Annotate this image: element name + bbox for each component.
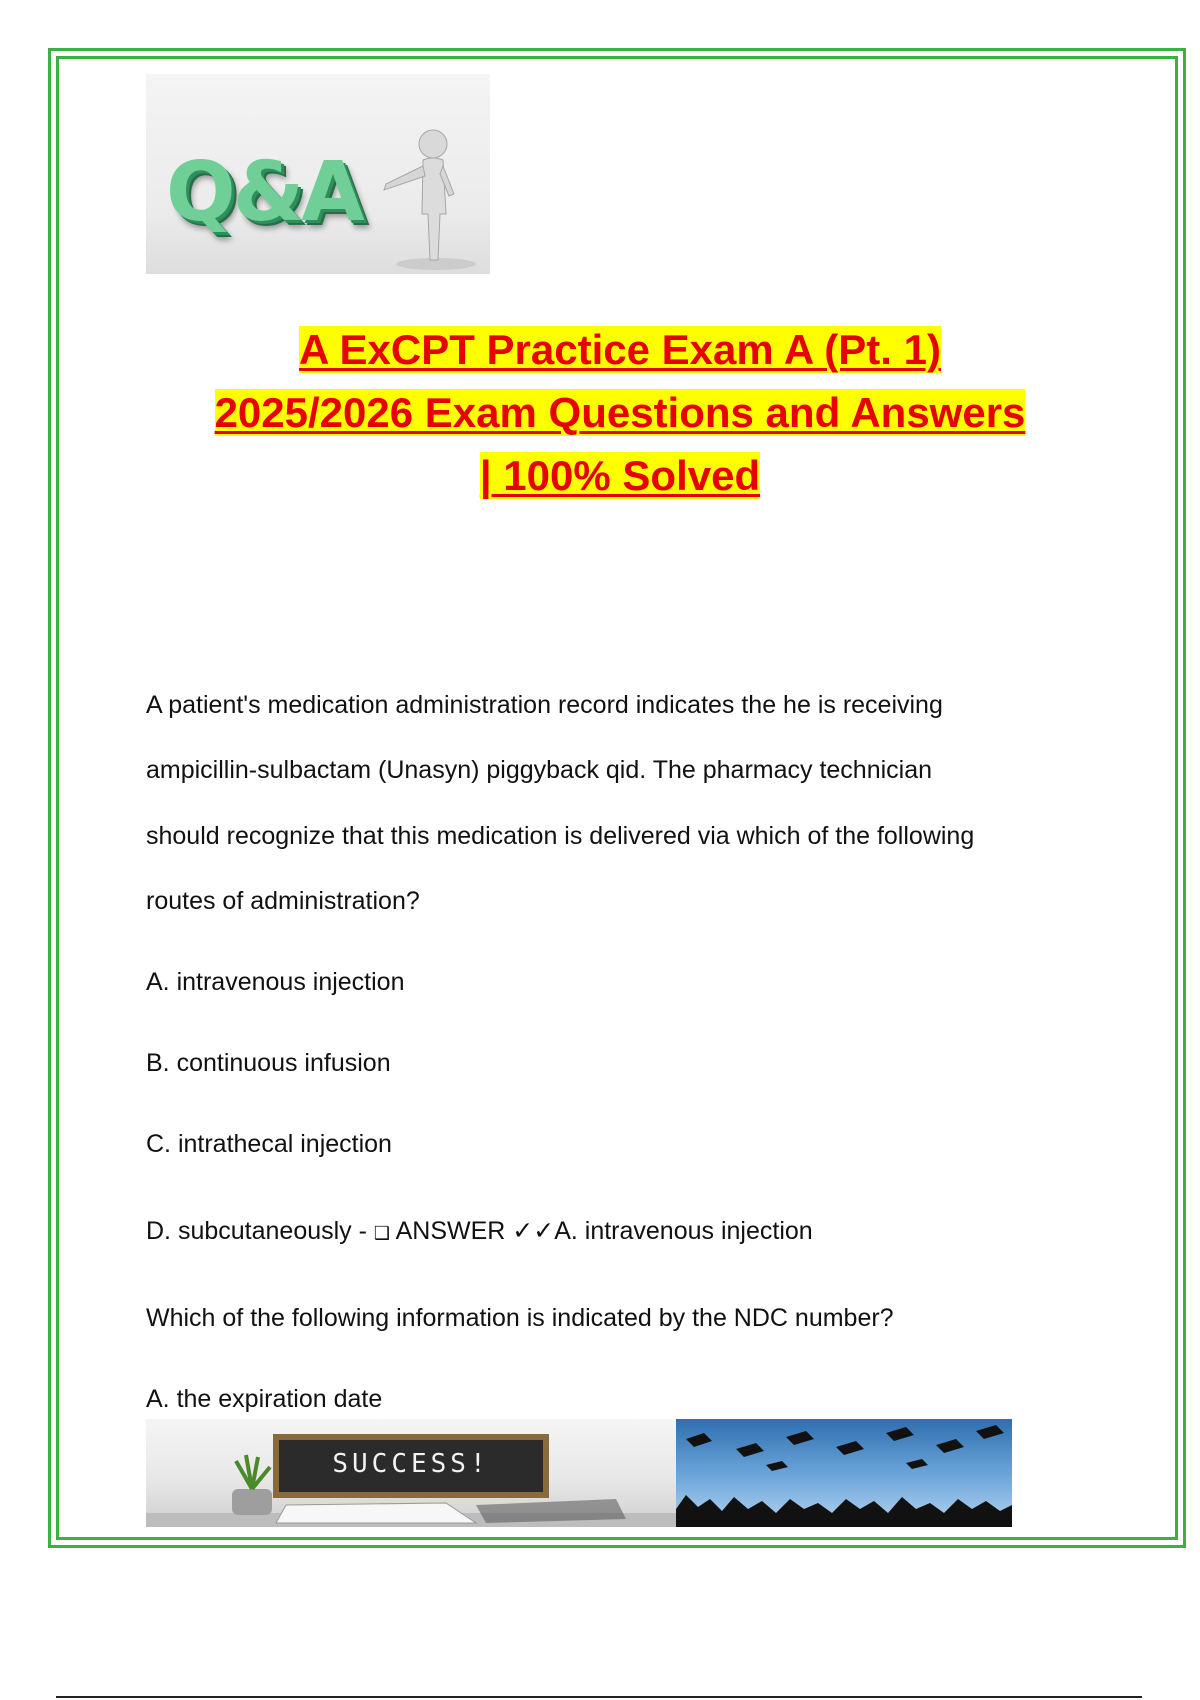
success-sign-text: SUCCESS! (332, 1449, 490, 1479)
answer-text: A. intravenous injection (554, 1217, 813, 1245)
question-1-option-b: B. continuous infusion (146, 1049, 391, 1077)
question-1-line-3: should recognize that this medication is delivered via which of the following (146, 822, 975, 850)
person-leaning-icon (146, 74, 490, 274)
title-line-1: A ExCPT Practice Exam A (Pt. 1) (299, 326, 941, 373)
answer-label: ANSWER (390, 1217, 513, 1245)
title-line-2: 2025/2026 Exam Questions and Answers (214, 389, 1026, 436)
question-1-option-c: C. intrathecal injection (146, 1130, 392, 1158)
question-1-line-1: A patient's medication administration record indicates the he is receiving (146, 691, 943, 719)
title-line-3: | 100% Solved (479, 452, 761, 499)
footer-banner-image (146, 1419, 1012, 1527)
double-check-icon: ✓✓ (512, 1217, 555, 1245)
question-1-line-4: routes of administration? (146, 887, 420, 915)
question-1-line-2: ampicillin-sulbactam (Unasyn) piggyback qid. The pharmacy technician (146, 756, 933, 784)
question-1-option-a: A. intravenous injection (146, 968, 405, 996)
qa-logo-text: Q&A (166, 145, 362, 240)
question-2-option-a: A. the expiration date (146, 1385, 383, 1413)
bottom-divider (56, 1696, 1142, 1698)
success-board-image (146, 1419, 676, 1527)
question-1-option-d-answer (146, 1216, 813, 1248)
missing-glyph-icon: ❑ (373, 1223, 391, 1243)
question-1-option-d: D. subcutaneously - (146, 1217, 374, 1245)
question-2-text: Which of the following information is indicated by the NDC number? (146, 1304, 894, 1332)
qa-logo-image (146, 74, 490, 274)
document-title (140, 318, 1100, 507)
graduation-caps-image (676, 1419, 1012, 1527)
